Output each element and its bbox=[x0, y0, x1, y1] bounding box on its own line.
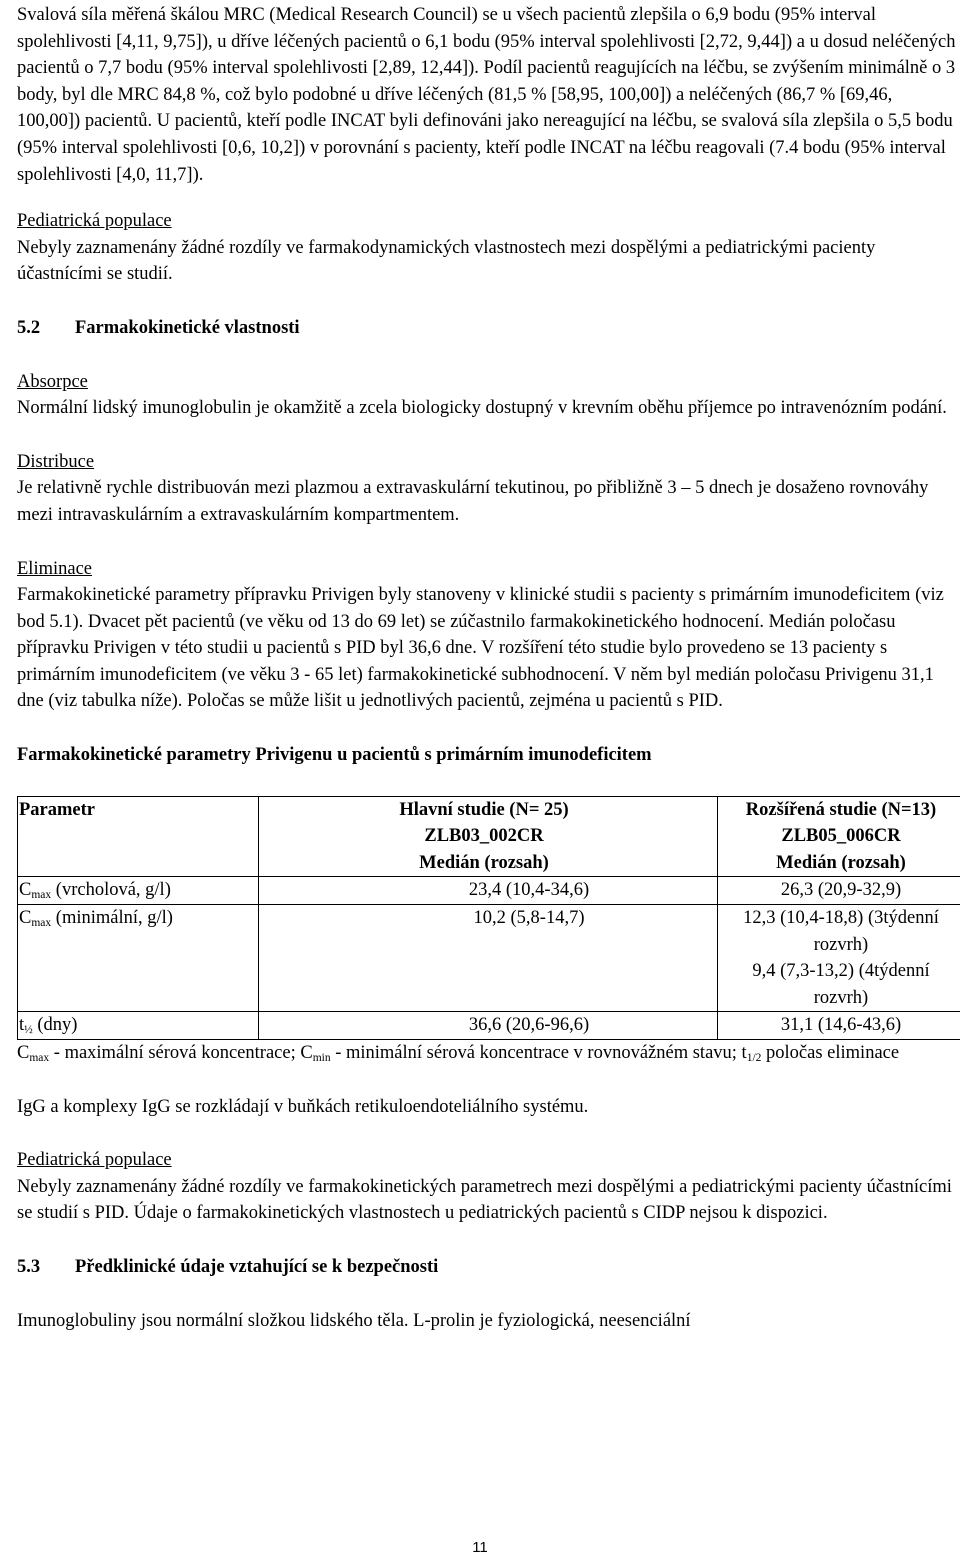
absorption-heading: Absorpce bbox=[17, 371, 88, 392]
intro-paragraph: Svalová síla měřená škálou MRC (Medical Research Council) se u všech pacientů zlepšila o 6,9 bodu (95% interval spolehlivosti [4,11, 9,75]), u dříve léčených pacientů o 6,1 bodu (95% interval spolehlivosti [2,72, 9,44]) a u dosud neléčených pacientů o 7,7 bodu (95% interval spolehlivosti [2,89, 12,44]). Podíl pacientů reagujících na léčbu, se zvýšením minimálně o 3 body, byl dle MRC 84,8 %, což bylo podobné u dříve léčených (81,5 % [58,95, 100,00]) a neléčených (86,7 % [69,46, 100,00]) pacientů. U pacientů, kteří podle INCAT byli definováni jako nereagující na léčbu, se svalová síla zlepšila o 5,5 bodu (95% interval spolehlivosti [0,6, 10,2]) v porovnání s pacienty, kteří podle INCAT na léčbu reagovali (7.4 bodu (95% interval spolehlivosti [4,0, 11,7]). bbox=[17, 5, 956, 185]
pediatric-paragraph-2: Nebyly zaznamenány žádné rozdíly ve farmakokinetických parametrech mezi dospělými a pediatrickými pacienty účastnícími se studií s PID. Údaje o farmakokinetických vlastnostech u pediatrických pacientů s CIDP nejsou k dispozici. bbox=[17, 1176, 952, 1224]
header-main-line2: ZLB03_002CR bbox=[424, 826, 544, 847]
table-row bbox=[18, 877, 960, 905]
row-main-value: 36,6 (20,6-96,6) bbox=[259, 1012, 718, 1040]
row-main-value: 10,2 (5,8-14,7) bbox=[259, 905, 718, 1012]
section-title: Předklinické údaje vztahující se k bezpečnosti bbox=[75, 1256, 439, 1277]
distribution-heading: Distribuce bbox=[17, 451, 95, 472]
header-main-line1: Hlavní studie (N= 25) bbox=[399, 799, 569, 820]
header-ext-line3: Medián (rozsah) bbox=[776, 852, 906, 873]
header-main-line3: Medián (rozsah) bbox=[419, 852, 549, 873]
row-ext-value-line1: 12,3 (10,4-18,8) (3týdenní rozvrh) bbox=[743, 908, 939, 955]
row-parameter: $C_{max}$ (vrcholová, g/l) bbox=[18, 877, 259, 905]
section-5-3-heading bbox=[17, 1254, 957, 1281]
elimination-heading: Eliminace bbox=[17, 558, 92, 579]
header-extended-study bbox=[718, 796, 960, 877]
header-ext-line1: Rozšířená studie (N=13) bbox=[745, 799, 937, 820]
pediatric-paragraph: Nebyly zaznamenány žádné rozdíly ve farmakodynamických vlastnostech mezi dospělými a pediatrickými pacienty účastnícími se studií. bbox=[17, 237, 876, 285]
distribution-paragraph: Je relativně rychle distribuován mezi plazmou a extravaskulární tekutinou, po přibližně 3 – 5 dnech je dosaženo rovnováhy mezi intravaskulárním a extravaskulárním kompartmentem. bbox=[17, 478, 929, 525]
row-ext-value: 31,1 (14,6-43,6) bbox=[718, 1012, 960, 1040]
absorption-paragraph: Normální lidský imunoglobulin je okamžitě a zcela biologicky dostupný v krevním oběhu příjemce po intravenózním podání. bbox=[17, 398, 947, 419]
pediatric-heading-2: Pediatrická populace bbox=[17, 1150, 172, 1171]
pk-table-header-row bbox=[18, 796, 960, 877]
section-number: 5.3 bbox=[17, 1256, 41, 1277]
row-parameter: $C_{max}$ (minimální, g/l) bbox=[18, 905, 259, 1012]
pk-table-footnote: $C_{max}$ - maximální sérová koncentrace; $C_{min}$ - minimální sérová koncentrace v rovnovážném stavu; $t_{1/2}$ poločas eliminace bbox=[17, 1043, 900, 1064]
igg-paragraph: IgG a komplexy IgG se rozkládají v buňkách retikuloendoteliálního systému. bbox=[17, 1096, 589, 1117]
pediatric-heading: Pediatrická populace bbox=[17, 211, 172, 232]
table-row bbox=[18, 1012, 960, 1040]
row-ext-value-line2: 9,4 (7,3-13,2) (4týdenní rozvrh) bbox=[752, 961, 930, 1008]
header-parameter: Parametr bbox=[18, 796, 259, 877]
row-ext-value bbox=[718, 905, 960, 1012]
table-row bbox=[18, 905, 960, 1012]
section-5-2-heading bbox=[17, 315, 957, 342]
header-ext-line2: ZLB05_006CR bbox=[781, 826, 901, 847]
section-title: Farmakokinetické vlastnosti bbox=[75, 317, 300, 338]
page-number: 11 bbox=[472, 1539, 488, 1556]
row-ext-value: 26,3 (20,9-32,9) bbox=[718, 877, 960, 905]
elimination-paragraph: Farmakokinetické parametry přípravku Privigen byly stanoveny v klinické studii s pacienty s primárním imunodeficitem (viz bod 5.1). Dvacet pět pacientů (ve věku od 13 do 69 let) se zúčastnilo farmakokinetického hodnocení. Medián poločasu přípravku Privigen v této studii u pacientů s PID byl 36,6 dne. V rozšíření této studie bylo provedeno se 13 pacienty s primárním imunodeficitem (ve věku 3 - 65 let) farmakokinetické subhodnocení. V něm byl medián poločasu Privigenu 31,1 dne (viz tabulka níže). Poločas se může lišit u jednotlivých pacientů, zejména u pacientů s PID. bbox=[17, 585, 944, 712]
row-main-value: 23,4 (10,4-34,6) bbox=[259, 877, 718, 905]
document-page bbox=[17, 0, 957, 1334]
section-number: 5.2 bbox=[17, 317, 41, 338]
pk-table-title: Farmakokinetické parametry Privigenu u pacientů s primárním imunodeficitem bbox=[17, 745, 652, 766]
pk-table bbox=[17, 796, 960, 1040]
preclinical-paragraph: Imunoglobuliny jsou normální složkou lidského těla. L-prolin je fyziologická, neesenciální bbox=[17, 1310, 691, 1331]
header-main-study bbox=[259, 796, 718, 877]
row-parameter: $t_{\frac{1}{2}}$ (dny) bbox=[18, 1012, 259, 1040]
